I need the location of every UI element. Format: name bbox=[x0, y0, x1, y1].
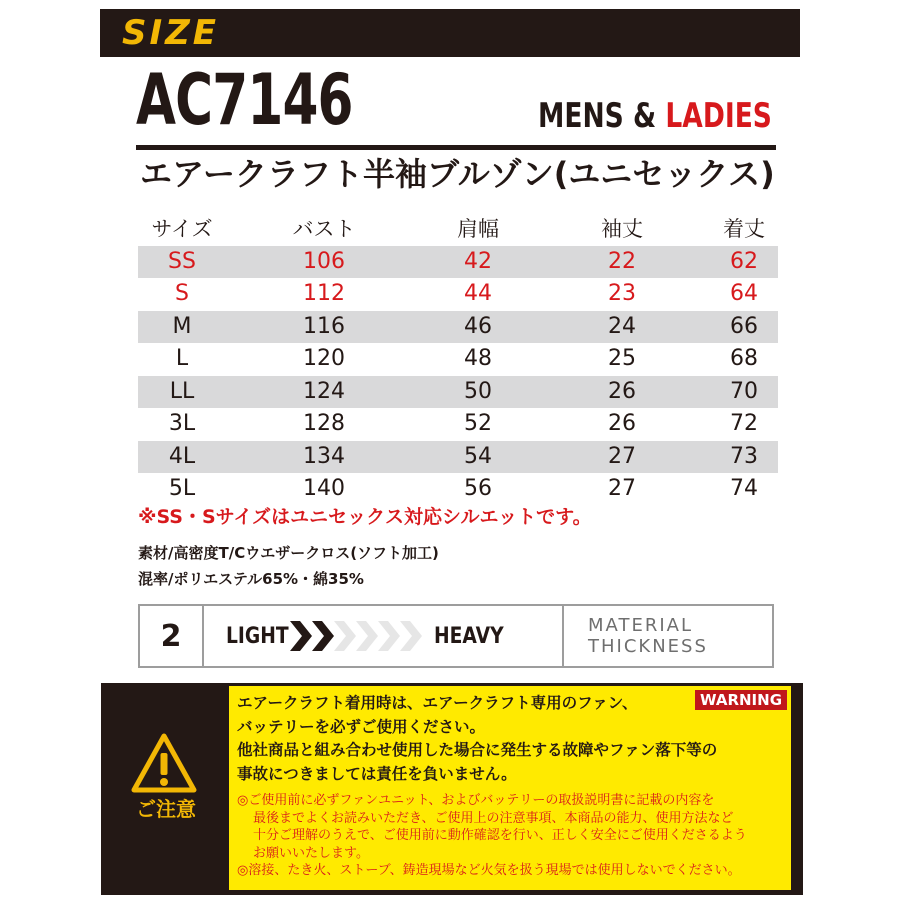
caution-sidebar bbox=[101, 683, 229, 895]
product-name: エアークラフト半袖ブルゾン(ユニセックス) bbox=[140, 155, 775, 193]
cell-size: S bbox=[175, 281, 189, 307]
thickness-scale bbox=[204, 606, 564, 666]
header-shoulder: 肩幅 bbox=[457, 217, 499, 242]
size-header-bar bbox=[100, 9, 800, 57]
material-thickness-label bbox=[564, 606, 772, 666]
caution-line: 事故につきましては責任を負いません。 bbox=[237, 764, 517, 783]
table-row bbox=[138, 376, 778, 409]
cell-sleeve: 27 bbox=[608, 443, 636, 469]
thickness-indicator bbox=[138, 604, 774, 668]
cell-shoulder: 44 bbox=[464, 281, 492, 307]
thickness-level: 2 bbox=[140, 606, 204, 666]
cell-length: 74 bbox=[730, 476, 758, 502]
caution-line: エアークラフト着用時は、エアークラフト専用のファン、 bbox=[237, 694, 638, 712]
table-row bbox=[138, 473, 778, 506]
cell-length: 72 bbox=[730, 411, 758, 437]
cell-size: LL bbox=[169, 378, 195, 404]
warning-triangle-icon bbox=[131, 733, 197, 793]
cell-sleeve: 24 bbox=[608, 313, 636, 339]
table-row bbox=[138, 311, 778, 344]
size-label: SIZE bbox=[122, 13, 220, 53]
table-row bbox=[138, 441, 778, 474]
cell-length: 66 bbox=[730, 313, 758, 339]
cell-sleeve: 26 bbox=[608, 378, 636, 404]
caution-line: バッテリーを必ずご使用ください。 bbox=[237, 717, 486, 736]
header-sleeve: 袖丈 bbox=[601, 217, 643, 242]
cell-bust: 128 bbox=[303, 411, 345, 437]
header-bust: バスト bbox=[292, 217, 356, 242]
cell-length: 70 bbox=[730, 378, 758, 404]
chevron-empty-icon bbox=[398, 619, 424, 653]
size-table bbox=[138, 213, 778, 506]
heavy-label: HEAVY bbox=[434, 623, 504, 649]
cell-size: 5L bbox=[168, 476, 196, 502]
cell-length: 68 bbox=[730, 346, 758, 372]
caution-sub-line: お願いいたします。 bbox=[253, 845, 369, 861]
cell-sleeve: 26 bbox=[608, 411, 636, 437]
cell-shoulder: 42 bbox=[464, 248, 492, 274]
cell-size: L bbox=[175, 346, 189, 372]
cell-size: 4L bbox=[168, 443, 196, 469]
caution-panel bbox=[101, 683, 803, 895]
ladies-label: LADIES bbox=[665, 96, 772, 136]
table-header-row bbox=[138, 213, 778, 246]
cell-shoulder: 48 bbox=[464, 346, 492, 372]
header-length: 着丈 bbox=[723, 217, 765, 242]
cell-sleeve: 25 bbox=[608, 346, 636, 372]
cell-sleeve: 27 bbox=[608, 476, 636, 502]
caution-label: ご注意 bbox=[136, 797, 196, 821]
cell-sleeve: 22 bbox=[608, 248, 636, 274]
material-thickness-line1: MATERIAL bbox=[588, 615, 693, 636]
table-row bbox=[138, 246, 778, 279]
cell-shoulder: 54 bbox=[464, 443, 492, 469]
cell-bust: 140 bbox=[303, 476, 345, 502]
cell-size: M bbox=[172, 313, 192, 339]
material-info bbox=[138, 540, 439, 592]
cell-bust: 134 bbox=[303, 443, 345, 469]
blend-text: 混率/ポリエステル65%・綿35% bbox=[138, 570, 364, 588]
cell-shoulder: 52 bbox=[464, 411, 492, 437]
caution-sub-line: ◎溶接、たき火、ストーブ、鋳造現場など火気を扱う現場では使用しないでください。 bbox=[237, 863, 741, 878]
cell-bust: 112 bbox=[303, 281, 345, 307]
cell-bust: 106 bbox=[303, 248, 345, 274]
material-thickness-line2: THICKNESS bbox=[588, 636, 708, 657]
header-size: サイズ bbox=[151, 217, 213, 242]
caution-sub-line: 最後までよくお読みいただき、ご使用上の注意事項、本商品の能力、使用方法など bbox=[253, 810, 734, 826]
cell-bust: 124 bbox=[303, 378, 345, 404]
cell-length: 73 bbox=[730, 443, 758, 469]
caution-text-box bbox=[229, 686, 791, 890]
cell-size: SS bbox=[168, 248, 196, 274]
cell-length: 64 bbox=[730, 281, 758, 307]
caution-sub-line: ◎ご使用前に必ずファンユニット、およびバッテリーの取扱説明書に記載の内容を bbox=[237, 793, 715, 808]
cell-bust: 116 bbox=[303, 313, 345, 339]
table-row bbox=[138, 408, 778, 441]
table-row bbox=[138, 278, 778, 311]
cell-length: 62 bbox=[730, 248, 758, 274]
thickness-chevrons bbox=[288, 619, 420, 653]
table-row bbox=[138, 343, 778, 376]
cell-bust: 120 bbox=[303, 346, 345, 372]
caution-main-text bbox=[237, 692, 717, 786]
model-number: AC7146 bbox=[136, 59, 353, 141]
cell-shoulder: 50 bbox=[464, 378, 492, 404]
fabric-text: 素材/高密度T/Cウエザークロス(ソフト加工) bbox=[138, 544, 439, 562]
mens-label: MENS & bbox=[538, 96, 657, 136]
cell-sleeve: 23 bbox=[608, 281, 636, 307]
caution-sub-line: 十分ご理解のうえで、ご使用前に動作確認を行い、正しく安全にご使用くださるよう bbox=[253, 828, 747, 843]
cell-size: 3L bbox=[168, 411, 196, 437]
caution-line: 他社商品と組み合わせ使用した場合に発生する故障やファン落下等の bbox=[237, 741, 718, 759]
cell-shoulder: 56 bbox=[464, 476, 492, 502]
title-divider bbox=[136, 145, 776, 150]
caution-sub-text bbox=[237, 792, 789, 880]
warning-badge: WARNING bbox=[695, 690, 787, 710]
gender-label bbox=[538, 96, 772, 136]
light-label: LIGHT bbox=[226, 623, 289, 649]
cell-shoulder: 46 bbox=[464, 313, 492, 339]
size-note: ※SS・Sサイズはユニセックス対応シルエットです。 bbox=[138, 506, 592, 528]
